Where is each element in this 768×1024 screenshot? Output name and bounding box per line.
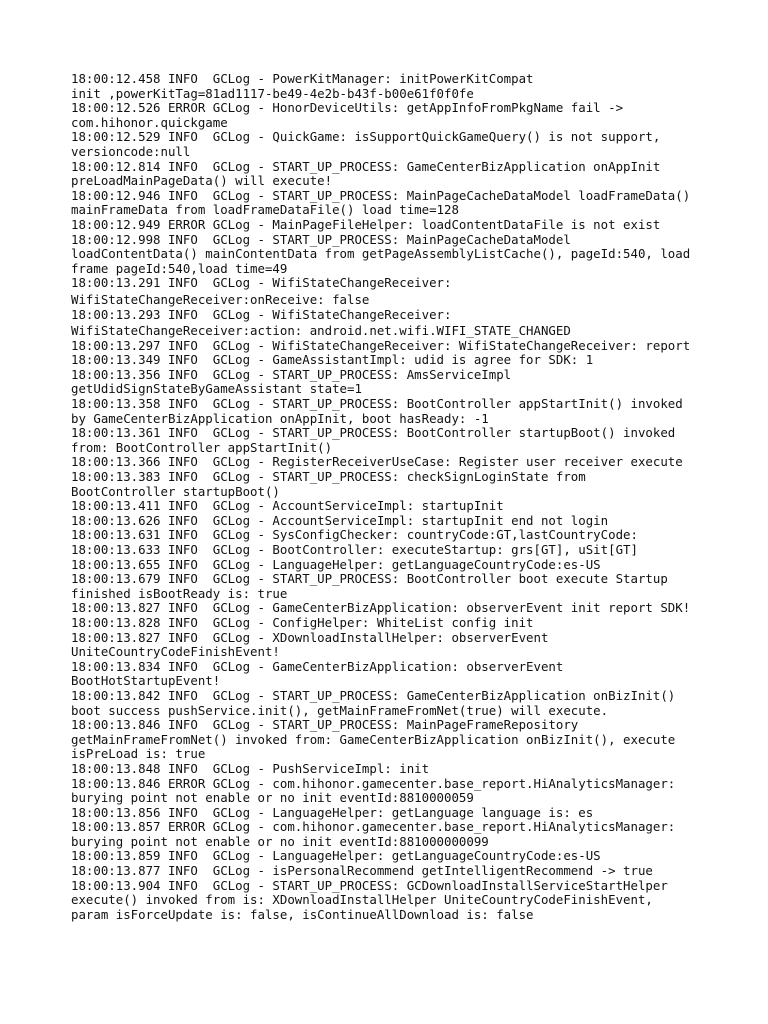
log-line: 18:00:13.383 INFO GCLog - START_UP_PROCESS: checkSignLoginState from [71, 469, 586, 485]
log-line: boot success pushService.init(), getMainFrameFromNet(true) will execute. [71, 702, 609, 718]
log-line: 18:00:12.814 INFO GCLog - START_UP_PROCESS: GameCenterBizApplication onAppInit [71, 158, 661, 174]
log-line: 18:00:13.904 INFO GCLog - START_UP_PROCESS: GCDownloadInstallServiceStartHelper [71, 877, 668, 893]
log-line: com.hihonor.quickgame [71, 114, 228, 130]
log-line: finished isBootReady is: true [71, 585, 288, 601]
log-line: by GameCenterBizApplication onAppInit, boot hasReady: -1 [71, 410, 489, 426]
log-line: param isForceUpdate is: false, isContinueAllDownload is: false [71, 906, 534, 922]
log-line: 18:00:13.827 INFO GCLog - XDownloadInstallHelper: observerEvent [71, 629, 549, 645]
log-line: 18:00:13.877 INFO GCLog - isPersonalRecommend getIntelligentRecommend -> true [71, 863, 653, 879]
log-document [71, 72, 711, 922]
log-line: 18:00:13.356 INFO GCLog - START_UP_PROCESS: AmsServiceImpl [71, 366, 512, 382]
log-line: frame pageId:540,load time=49 [71, 260, 288, 276]
log-line: 18:00:13.297 INFO GCLog - WifiStateChangeReceiver: WifiStateChangeReceiver: report [71, 337, 691, 353]
log-line: 18:00:13.291 INFO GCLog - WifiStateChangeReceiver: [71, 275, 452, 291]
log-line: 18:00:13.846 INFO GCLog - START_UP_PROCESS: MainPageFrameRepository [71, 717, 579, 733]
log-line: 18:00:13.293 INFO GCLog - WifiStateChangeReceiver: [71, 306, 452, 322]
log-line: burying point not enable or no init eventId:8810000059 [71, 790, 474, 806]
log-line: versioncode:null [71, 143, 191, 159]
log-line: 18:00:13.827 INFO GCLog - GameCenterBizApplication: observerEvent init report SDK! [71, 600, 691, 616]
log-line: 18:00:13.842 INFO GCLog - START_UP_PROCESS: GameCenterBizApplication onBizInit() [71, 687, 676, 703]
log-line: 18:00:13.857 ERROR GCLog - com.hihonor.gamecenter.base_report.HiAnalyticsManager: [71, 819, 676, 835]
log-line: 18:00:13.361 INFO GCLog - START_UP_PROCESS: BootController startupBoot() invoked [71, 425, 676, 441]
log-line: preLoadMainPageData() will execute! [71, 173, 333, 189]
log-line: 18:00:13.349 INFO GCLog - GameAssistantImpl: udid is agree for SDK: 1 [71, 352, 594, 368]
log-line: getMainFrameFromNet() invoked from: GameCenterBizApplication onBizInit(), execute [71, 731, 676, 747]
log-line: 18:00:13.859 INFO GCLog - LanguageHelper: getLanguageCountryCode:es-US [71, 848, 601, 864]
log-line: WifiStateChangeReceiver:action: android.net.wifi.WIFI_STATE_CHANGED [71, 323, 571, 339]
log-line: 18:00:12.946 INFO GCLog - START_UP_PROCESS: MainPageCacheDataModel loadFrameData() [71, 187, 691, 203]
log-line: 18:00:13.828 INFO GCLog - ConfigHelper: WhiteList config init [71, 614, 534, 630]
log-line: 18:00:13.679 INFO GCLog - START_UP_PROCESS: BootController boot execute Startup [71, 571, 668, 587]
log-line: 18:00:13.411 INFO GCLog - AccountServiceImpl: startupInit [71, 498, 504, 514]
log-line: burying point not enable or no init eventId:881000000099 [71, 833, 489, 849]
log-line: 18:00:13.626 INFO GCLog - AccountServiceImpl: startupInit end not login [71, 512, 609, 528]
log-line: 18:00:12.998 INFO GCLog - START_UP_PROCESS: MainPageCacheDataModel [71, 231, 571, 247]
log-line: getUdidSignStateByGameAssistant state=1 [71, 381, 362, 397]
log-line: loadContentData() mainContentData from getPageAssemblyListCache(), pageId:540, load [71, 246, 691, 262]
log-line: 18:00:12.529 INFO GCLog - QuickGame: isSupportQuickGameQuery() is not support, [71, 129, 661, 145]
log-line: execute() invoked from is: XDownloadInstallHelper UniteCountryCodeFinishEvent, [71, 892, 653, 908]
log-line: WifiStateChangeReceiver:onReceive: false [71, 291, 370, 307]
log-line: 18:00:12.458 INFO GCLog - PowerKitManager: initPowerKitCompat [71, 71, 534, 86]
log-line: 18:00:13.631 INFO GCLog - SysConfigChecker: countryCode:GT,lastCountryCode: [71, 527, 638, 543]
log-line: BootHotStartupEvent! [71, 673, 221, 689]
log-line: 18:00:13.358 INFO GCLog - START_UP_PROCESS: BootController appStartInit() invoked [71, 396, 683, 412]
log-line: BootController startupBoot() [71, 483, 280, 499]
log-line: init ,powerKitTag=81ad1117-be49-4e2b-b43f-b00e61f0f0fe [71, 85, 474, 101]
log-line: 18:00:12.526 ERROR GCLog - HonorDeviceUtils: getAppInfoFromPkgName fail -> [71, 100, 624, 116]
log-line: from: BootController appStartInit() [71, 439, 333, 455]
log-line: 18:00:13.848 INFO GCLog - PushServiceImpl: init [71, 760, 430, 776]
log-line: 18:00:12.949 ERROR GCLog - MainPageFileHelper: loadContentDataFile is not exist [71, 216, 661, 232]
log-line: UniteCountryCodeFinishEvent! [71, 644, 280, 660]
log-line: 18:00:13.856 INFO GCLog - LanguageHelper: getLanguage language is: es [71, 804, 594, 820]
log-line: 18:00:13.366 INFO GCLog - RegisterReceiverUseCase: Register user receiver execute [71, 454, 683, 470]
log-line: isPreLoad is: true [71, 746, 206, 762]
log-line: mainFrameData from loadFrameDataFile() load time=128 [71, 202, 459, 218]
log-line: 18:00:13.834 INFO GCLog - GameCenterBizApplication: observerEvent [71, 658, 564, 674]
log-line: 18:00:13.846 ERROR GCLog - com.hihonor.gamecenter.base_report.HiAnalyticsManager: [71, 775, 676, 791]
log-line: 18:00:13.633 INFO GCLog - BootController: executeStartup: grs[GT], uSit[GT] [71, 542, 638, 557]
log-line: 18:00:13.655 INFO GCLog - LanguageHelper: getLanguageCountryCode:es-US [71, 556, 601, 572]
